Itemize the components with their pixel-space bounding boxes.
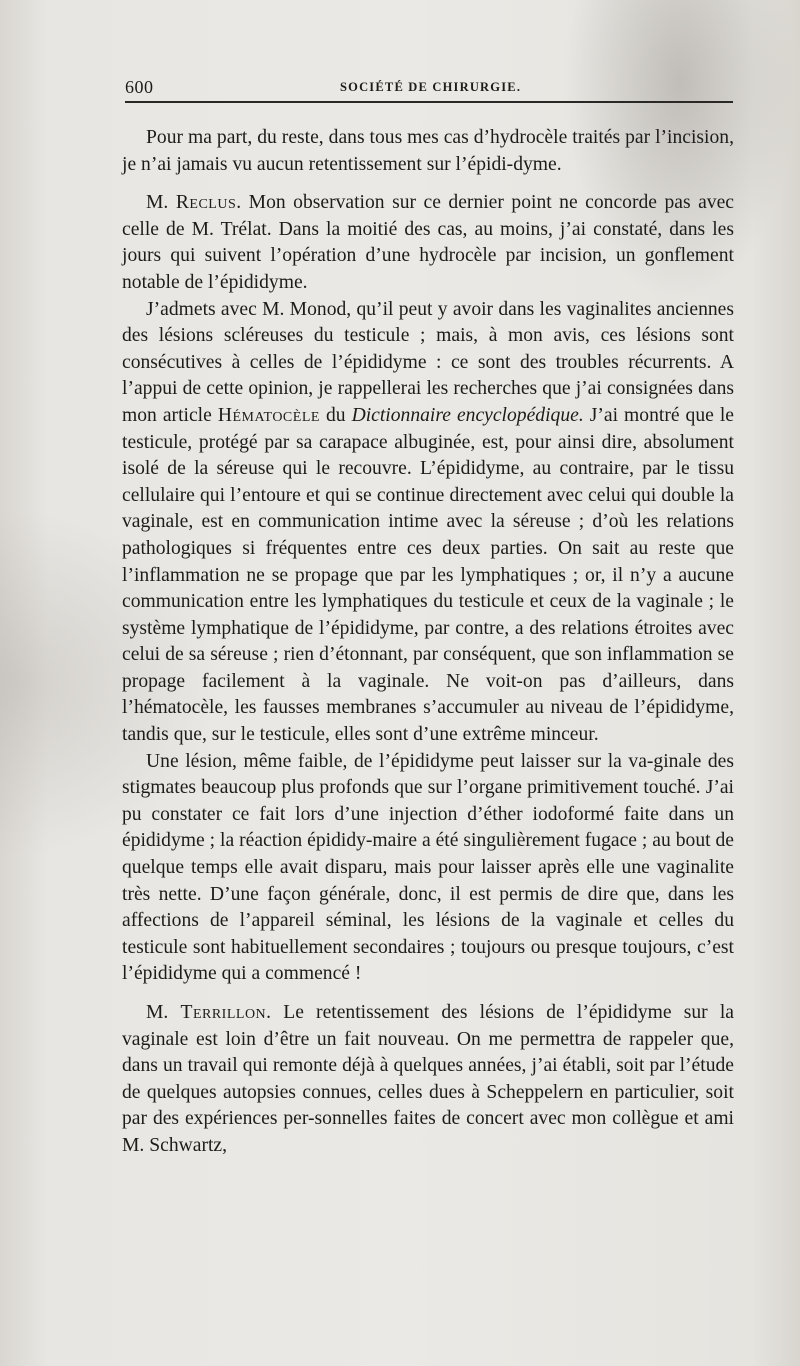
paragraph: Une lésion, même faible, de l’épididyme peut laisser sur la va-ginale des stigmates beaucoup plus profonds que sur l’organe primitivement touché. J’ai pu constater ce fait lors d’une injection d’éther iodoformé faite dans un épididyme ; la réaction épididy-maire a été singulièrement fugace ; au bout de quelque temps elle avait disparu, mais pour laisser après elle une vaginalite très nette. D’une façon générale, donc, il est permis de dire que, dans les affections de l’appareil séminal, les lésions de la vaginale et celles du testicule sont habituellement secondaires ; toujours ou presque toujours, c’est l’épididyme qui a commencé ! bbox=[122, 750, 734, 985]
paragraph-text: . Le retentissement des lésions de l’épididyme sur la vaginale est loin d’être un fait nouveau. On me permettra de rappeler que, dans un travail qui remonte déjà à quelques années, j’ai établi, soit par l’étude de quelques autopsies connues, celles dues à Scheppelern en particulier, soit par des expériences per-sonnelles faites de concert avec mon collègue et ami M. Schwartz, bbox=[122, 1002, 734, 1156]
dictionary-title: Dictionnaire encyclopédique. bbox=[351, 404, 584, 426]
paragraph-text: du bbox=[319, 404, 352, 426]
speaker-title: M. bbox=[146, 192, 176, 214]
paragraph-text: J’admets avec M. Monod, qu’il peut y avoir dans les vaginalites anciennes des lésions scléreuses du testicule ; mais, à mon avis, ces lésions sont consécutives à celles de l’épididyme : ce sont des troubles récurrents. A l’appui de cette opinion, je rappellerai les recherches que j’ai consignées dans mon article bbox=[122, 298, 734, 426]
page-number: 600 bbox=[125, 77, 154, 97]
speaker-title: M. bbox=[146, 1002, 181, 1023]
paragraph bbox=[122, 297, 734, 749]
article-title: Hématocèle bbox=[217, 404, 320, 426]
paragraph: Pour ma part, du reste, dans tous mes cas d’hydrocèle traités par l’incision, je n’ai jamais vu aucun retentissement sur l’épidi-dyme. bbox=[122, 127, 734, 175]
paragraph-reclus bbox=[122, 190, 734, 296]
paragraph-text: J’ai montré que le testicule, protégé par sa carapace albuginée, est, pour ainsi dire, absolument isolé de la séreuse qui le recouvre. L’épididyme, au contraire, par le tissu cellulaire qui l’entoure et qui se continue directement avec celui qui double la vaginale, est en communication intime avec la séreuse ; d’où les relations pathologiques si fréquentes entre ces deux parties. On sait au reste que l’inflammation ne se propage que par les lymphatiques ; or, il n’y a aucune communication entre les lymphatiques du testicule et ceux de la vaginale ; le système lymphatique de l’épididyme, par contre, a des relations étroites avec celui de sa séreuse ; rien d’étonnant, par conséquent, que son inflammation se propage facilement à la vaginale. Ne voit-on pas d’ailleurs, dans l’hématocèle, les fausses membranes s’accumuler au niveau de l’épididyme, tandis que, sur le testicule, elles sont d’une extrême minceur. bbox=[122, 404, 735, 746]
running-head: SOCIÉTÉ DE CHIRURGIE. bbox=[340, 80, 522, 94]
paragraph-text: . Mon observation sur ce dernier point ne concorde pas avec celle de M. Trélat. Dans la moitié des cas, au moins, j’ai constaté, dans les jours qui suivent l’opération d’une hydrocèle par incision, un gonflement notable de l’épididyme. bbox=[122, 192, 734, 293]
speaker-name: Reclus bbox=[175, 192, 237, 214]
page-header bbox=[125, 77, 733, 99]
paragraph-terrillon bbox=[122, 1000, 734, 1160]
header-rule bbox=[125, 101, 733, 103]
speaker-name: Terrillon bbox=[180, 1002, 267, 1023]
body-text bbox=[122, 125, 734, 1160]
